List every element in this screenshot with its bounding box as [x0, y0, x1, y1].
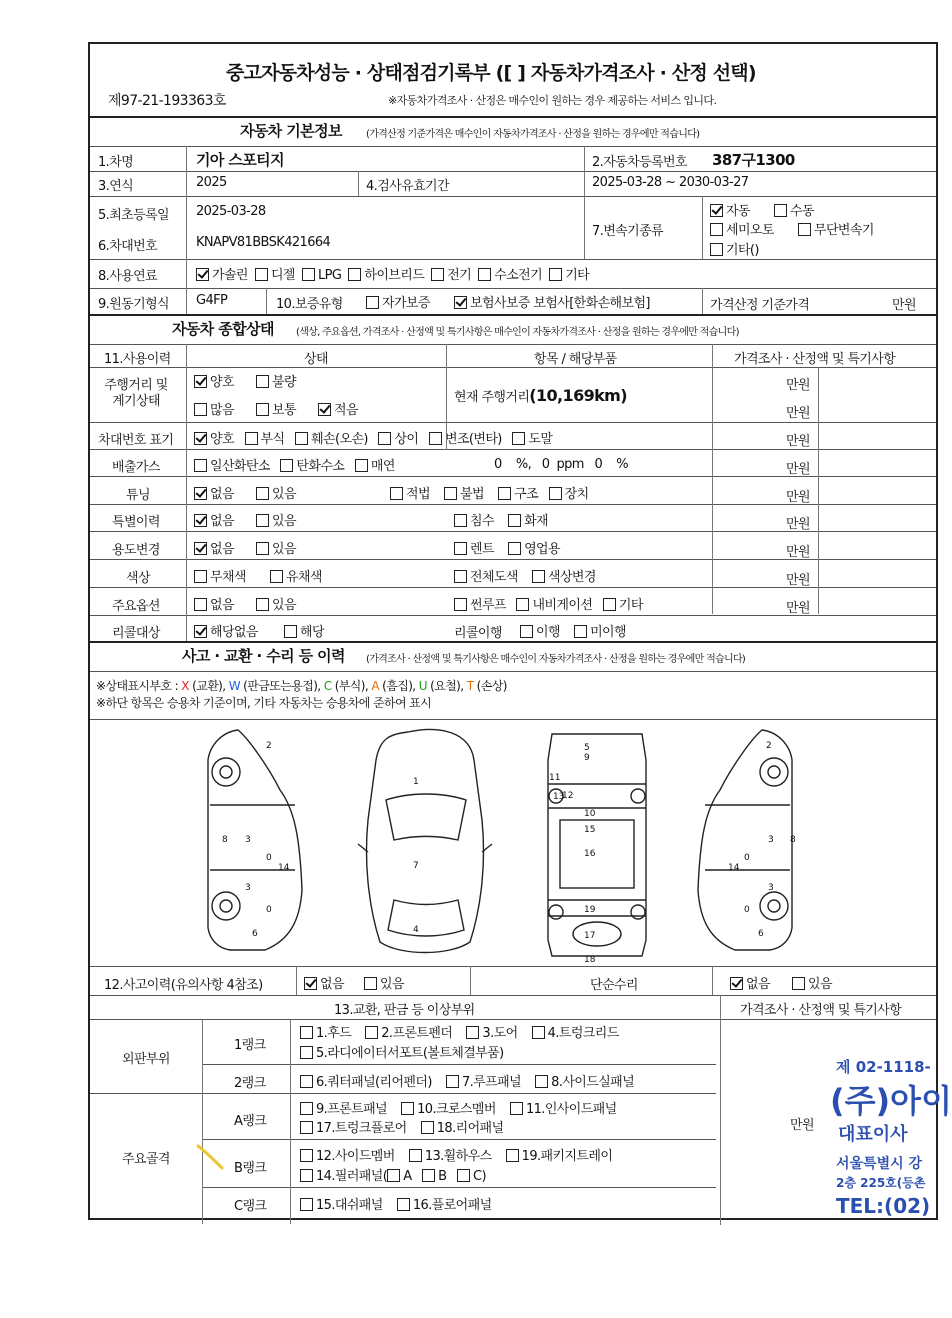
- accident-history-label: 12.사고이력(유의사항 4참조): [104, 978, 263, 993]
- mileage-good[interactable]: 양호: [194, 371, 234, 390]
- document-number: 제97-21-193363호: [108, 93, 226, 109]
- color-label: 색상: [126, 571, 150, 586]
- diagram-num: 18: [584, 955, 596, 965]
- right-side-view: [698, 730, 792, 950]
- underbody-view: [548, 734, 646, 956]
- mileage-bad[interactable]: 불량: [256, 371, 296, 390]
- recall-yes[interactable]: 해당: [284, 621, 324, 640]
- diagram-num: 6: [252, 929, 258, 939]
- fuel-gasoline: 가솔린: [196, 268, 248, 283]
- document-title: 중고자동차성능 · 상태점검기록부 ([ ] 자동차가격조사 · 산정 선택): [226, 62, 756, 84]
- color-achromatic[interactable]: 무채색: [194, 566, 246, 585]
- main-options-label: 주요옵션: [112, 599, 160, 614]
- trans-auto[interactable]: 자동: [710, 200, 750, 219]
- mileage-high[interactable]: 많음: [194, 399, 234, 418]
- warranty-label: 10.보증유형: [276, 297, 343, 312]
- diagram-num: 3: [768, 883, 774, 893]
- outer-panel-label: 외판부위: [122, 1052, 170, 1067]
- stamp-ceo: 대표이사: [838, 1124, 908, 1145]
- vin-label: 6.차대번호: [98, 239, 158, 254]
- parts-title: 13.교환, 판금 등 이상부위: [334, 1003, 475, 1018]
- parts-price-unit: 만원: [790, 1118, 814, 1133]
- accident-note: (가격조사 · 산정액 및 특기사항은 매수인이 자동차가격조사 · 산정을 원하는 경우에만 적습니다): [366, 654, 746, 665]
- rankB-label: B랭크: [234, 1161, 267, 1176]
- tuning-yes[interactable]: 있음: [256, 483, 296, 502]
- status-code-legend: ※상태표시부호 : X (교환), W (판금또는용접), C (부식), A (흠집), U (요철), T (손상): [96, 679, 507, 693]
- diagram-num: 13: [553, 792, 565, 802]
- repair-none[interactable]: 없음: [730, 973, 770, 992]
- tuning-items[interactable]: 적법 불법 구조 장치: [390, 483, 589, 502]
- status-title: 자동차 종합상태: [172, 320, 274, 338]
- parts-price-title: 가격조사 · 산정액 및 특기사항: [740, 1003, 902, 1018]
- diagram-num: 2: [766, 741, 772, 751]
- trans-cvt[interactable]: 무단변속기: [798, 219, 874, 238]
- rankA-items-b[interactable]: 17.트렁크플로어 18.리어패널: [300, 1117, 503, 1136]
- vin-mark-options[interactable]: 양호 부식 훼손(오손) 상이 변조(변타) 도말: [194, 428, 552, 447]
- fuel-hybrid: 하이브리드: [348, 268, 424, 283]
- basic-info-note: (가격산정 기준가격은 매수인이 자동차가격조사 · 산정을 원하는 경우에만 적습니다): [366, 129, 700, 140]
- main-frame-label: 주요골격: [122, 1152, 170, 1167]
- stamp-tel: TEL:(02): [836, 1194, 931, 1218]
- diagram-num: 5: [584, 743, 590, 753]
- mileage-normal[interactable]: 보통: [256, 399, 296, 418]
- transmission-label: 7.변속기종류: [592, 224, 663, 239]
- special-history-label: 특별이력: [112, 515, 160, 530]
- rankA-items[interactable]: 9.프론트패널 10.크로스멤버 11.인사이드패널: [300, 1098, 617, 1117]
- trans-other[interactable]: 기타(): [710, 239, 759, 258]
- stamp-reg-no: 제 02-1118-: [836, 1058, 931, 1076]
- usage-change-label: 용도변경: [112, 543, 160, 558]
- trans-manual[interactable]: 수동: [774, 200, 814, 219]
- special-yes[interactable]: 있음: [256, 510, 296, 529]
- recall-done-label: 리콜이행: [454, 626, 502, 641]
- diagram-num: 3: [245, 835, 251, 845]
- stamp-company: (주)아이: [830, 1082, 952, 1120]
- diagram-num: 0: [744, 853, 750, 863]
- warranty-insurance[interactable]: 보험사보증 보험사[한화손해보험]: [454, 292, 650, 311]
- inspection-record-sheet: 중고자동차성능 · 상태점검기록부 ([ ] 자동차가격조사 · 산정 선택) 제97-21-193363호 ※자동차가격조사 · 산정은 매수인이 원하는 경우 제공하는 서비스 입니다. 자동차 기본정보 (가격산정 기준가격은 매수인이 자동차가격조사 · 산정을 원하는 경우에만 적습니다) 1.차명 기아 스포티지 2.자동차등록번호 387구1300 3.연식 2025 4.검사유효기간 2025-03-28 ~ 2030-03-27 5.최초등록일 2025-03-28 6.차대번호 KNAPV81BBSK421664 7.변속기종류 자동 수동 세미오토 무단변속기 기타() 8.사용연료 가솔린 디젤 LPG 하이브리드 전기 수소전기 기타 9.원동기형식 G4FP 10.보증유형 자가보증 보험사보증 보험사[한화손해보험] 가격산정 기준가격 만원 자동차 종합상태 (색상, 주요옵션, 가격조사 · 산정액 및 특기사항은 매수인이 자동차가격조사 · 산정을 원하는 경우에만 적습니다) 11.사용이력 상태 항목 / 해당부품 가격조사 · 산정액 및 특기사항 주행거리 및 계기상태 양호 불량 많음 보통 적음 현재 주행거리(10,169km) 만원 만원 차대번호 표기 양호 부식 훼손(오손) 상이 변조(변타) 도말 만원 배출가스 일산화탄소 탄화수소 매연 0 %, 0 ppm 0 % 만원 튜닝 없음 있음 적법 불법 구조 장치 만원 특별이력 없음 있음 침수 화재 만원 용도변경 없음 있음 렌트 영업용 만원 색상 무채색 유채색 전체도색 색상변경 만원 주요옵션 없음 있음 썬루프 내비게이션 기타 만원 리콜대상 해당없음 해당 리콜이행 이행 미이행 사고 · 교환 · 수리 등 이력 (가격조사 · 산정액 및 특기사항은 매수인이 자동차가격조사 · 산정을 원하는 경우에만 적습니다) ※상태표시부호 : X (교환), W (판금또는용접), C (부식), A (흠집), U (요철), T (손상) ※하단 항목은 승용차 기준이며, 기타 자동차는 승용차에 준하여 표시 2 8 3 3 14 6 0 0 1 7 4 5 9 11 12 13 10 15 16 19 17 18 2 3 8 14 3 6 0 0 12.사고이력(유의사항 4참조) 없음 있음 단순수리 없음 있음 13.교환, 판금 등 이상부위 가격조사 · 산정액 및 특기사항 외판부위 1랭크 1.후드 2.프론트펜더 3.도어 4.트렁크리드 5.라디에이터서포트(볼트체결부품) 2랭크 6.쿼터패널(리어펜더) 7.루프패널 8.사이드실패널 주요골격 A랭크 9.프론트패널 10.크로스멤버 11.인사이드패널 17.트렁크플로어 18.리어패널 B랭크 12.사이드멤버 13.휠하우스 19.패키지트레이 14.필러패널( A B C) C랭크 15.대쉬패널 16.플로어패널 만원: [88, 42, 938, 1220]
- rankA-label: A랭크: [234, 1114, 267, 1129]
- diagram-num: 17: [584, 931, 596, 941]
- vin-mark-label: 차대번호 표기: [98, 433, 174, 448]
- emission-options[interactable]: 일산화탄소 탄화수소 매연: [194, 455, 395, 474]
- col-price: 가격조사 · 산정액 및 특기사항: [734, 352, 896, 367]
- diagram-num: 7: [413, 861, 419, 871]
- diagram-num: 12: [562, 791, 574, 801]
- diagram-num: 16: [584, 849, 596, 859]
- stamp-address2: 2층 225호(등촌: [836, 1176, 926, 1190]
- fuel-electric: 전기: [431, 268, 471, 283]
- color-items[interactable]: 전체도색 색상변경: [454, 566, 596, 585]
- rank1-label: 1랭크: [234, 1038, 266, 1053]
- diagram-num: 19: [584, 905, 596, 915]
- recall-none[interactable]: 해당없음: [194, 621, 258, 640]
- rankB-items[interactable]: 12.사이드멤버 13.휠하우스 19.패키지트레이: [300, 1145, 612, 1164]
- diagram-num: 10: [584, 809, 596, 819]
- special-none[interactable]: 없음: [194, 510, 234, 529]
- year-label: 3.연식: [98, 179, 134, 194]
- rankC-label: C랭크: [234, 1199, 267, 1214]
- color-chromatic[interactable]: 유채색: [270, 566, 322, 585]
- fuel-diesel: 디젤: [255, 268, 295, 283]
- accident-none[interactable]: 없음: [304, 973, 344, 992]
- mileage-label: 주행거리 및 계기상태: [104, 378, 168, 409]
- col-state: 상태: [304, 352, 328, 367]
- simple-repair-label: 단순수리: [590, 978, 638, 993]
- accident-yes[interactable]: 있음: [364, 973, 404, 992]
- col-item: 항목 / 해당부품: [534, 352, 617, 367]
- rank2-items[interactable]: 6.쿼터패널(리어펜더) 7.루프패널 8.사이드실패널: [300, 1071, 634, 1090]
- diagram-num: 0: [744, 905, 750, 915]
- highlight-mark: [194, 1142, 234, 1172]
- basic-info-title: 자동차 기본정보: [240, 122, 342, 140]
- passenger-car-note: ※하단 항목은 승용차 기준이며, 기타 자동차는 승용차에 준하여 표시: [96, 696, 432, 710]
- fuel-lpg: LPG: [302, 268, 341, 283]
- diagram-num: 14: [278, 863, 290, 873]
- accident-title: 사고 · 교환 · 수리 등 이력: [182, 647, 345, 665]
- first-reg-value: 2025-03-28: [196, 204, 266, 219]
- rank1-items[interactable]: 1.후드 2.프론트펜더 3.도어 4.트렁크리드: [300, 1022, 619, 1041]
- mileage-text: 현재 주행거리(10,169km): [454, 386, 627, 405]
- col-usage-history: 11.사용이력: [104, 352, 171, 367]
- special-items[interactable]: 침수 화재: [454, 510, 548, 529]
- emission-label: 배출가스: [112, 460, 160, 475]
- usage-yes[interactable]: 있음: [256, 538, 296, 557]
- recall-items[interactable]: 이행 미이행: [520, 621, 626, 640]
- stamp-address: 서울특별시 강: [836, 1156, 923, 1172]
- recall-label: 리콜대상: [112, 626, 160, 641]
- trans-semi-auto[interactable]: 세미오토: [710, 219, 774, 238]
- rank1-items-b[interactable]: 5.라디에이터서포트(볼트체결부품): [300, 1042, 504, 1061]
- service-notice: ※자동차가격조사 · 산정은 매수인이 원하는 경우 제공하는 서비스 입니다.: [388, 94, 717, 107]
- options-yes[interactable]: 있음: [256, 594, 296, 613]
- options-none[interactable]: 없음: [194, 594, 234, 613]
- usage-items[interactable]: 렌트 영업용: [454, 538, 560, 557]
- valid-period-value: 2025-03-28 ~ 2030-03-27: [592, 175, 749, 190]
- emission-values: 0 %, 0 ppm 0 %: [494, 457, 629, 472]
- year-value: 2025: [196, 175, 227, 190]
- top-view: [358, 729, 492, 952]
- diagram-num: 15: [584, 825, 596, 835]
- status-note: (색상, 주요옵션, 가격조사 · 산정액 및 특기사항은 매수인이 자동차가격조사 · 산정을 원하는 경우에만 적습니다): [296, 327, 739, 338]
- price-base-unit: 만원: [892, 298, 916, 313]
- diagram-num: 3: [245, 883, 251, 893]
- tuning-label: 튜닝: [126, 488, 150, 503]
- price-base-label: 가격산정 기준가격: [710, 298, 810, 313]
- warranty-self[interactable]: 자가보증: [366, 292, 430, 311]
- diagram-num: 3: [768, 835, 774, 845]
- diagram-num: 14: [728, 863, 740, 873]
- fuel-other: 기타: [549, 268, 589, 283]
- diagram-num: 11: [549, 773, 561, 783]
- engine-type-label: 9.원동기형식: [98, 297, 169, 312]
- vin-value: KNAPV81BBSK421664: [196, 235, 331, 250]
- rankC-items[interactable]: 15.대쉬패널 16.플로어패널: [300, 1194, 492, 1213]
- fuel-hydrogen: 수소전기: [478, 268, 542, 283]
- valid-period-label: 4.검사유효기간: [366, 179, 449, 194]
- regno-label: 2.자동차등록번호: [592, 155, 687, 170]
- first-reg-label: 5.최초등록일: [98, 208, 169, 223]
- rankB-pillar[interactable]: 14.필러패널( A B C): [300, 1165, 486, 1184]
- diagram-num: 2: [266, 741, 272, 751]
- diagram-num: 0: [266, 905, 272, 915]
- diagram-num: 0: [266, 853, 272, 863]
- diagram-num: 4: [413, 925, 419, 935]
- usage-none[interactable]: 없음: [194, 538, 234, 557]
- tuning-none[interactable]: 없음: [194, 483, 234, 502]
- model-label: 1.차명: [98, 155, 134, 170]
- regno-value: 387구1300: [712, 151, 795, 169]
- diagram-num: 9: [584, 753, 590, 763]
- diagram-num: 1: [413, 777, 419, 787]
- fuel-label: 8.사용연료: [98, 269, 158, 284]
- rank2-label: 2랭크: [234, 1076, 266, 1091]
- engine-type-value: G4FP: [196, 293, 228, 308]
- fuel-options[interactable]: [196, 264, 589, 283]
- diagram-num: 8: [790, 835, 796, 845]
- car-damage-diagram: [90, 720, 940, 965]
- option-items[interactable]: 썬루프 내비게이션 기타: [454, 594, 643, 613]
- diagram-num: 8: [222, 835, 228, 845]
- diagram-num: 6: [758, 929, 764, 939]
- mileage-low[interactable]: 적음: [318, 399, 358, 418]
- model-value: 기아 스포티지: [196, 151, 284, 169]
- repair-yes[interactable]: 있음: [792, 973, 832, 992]
